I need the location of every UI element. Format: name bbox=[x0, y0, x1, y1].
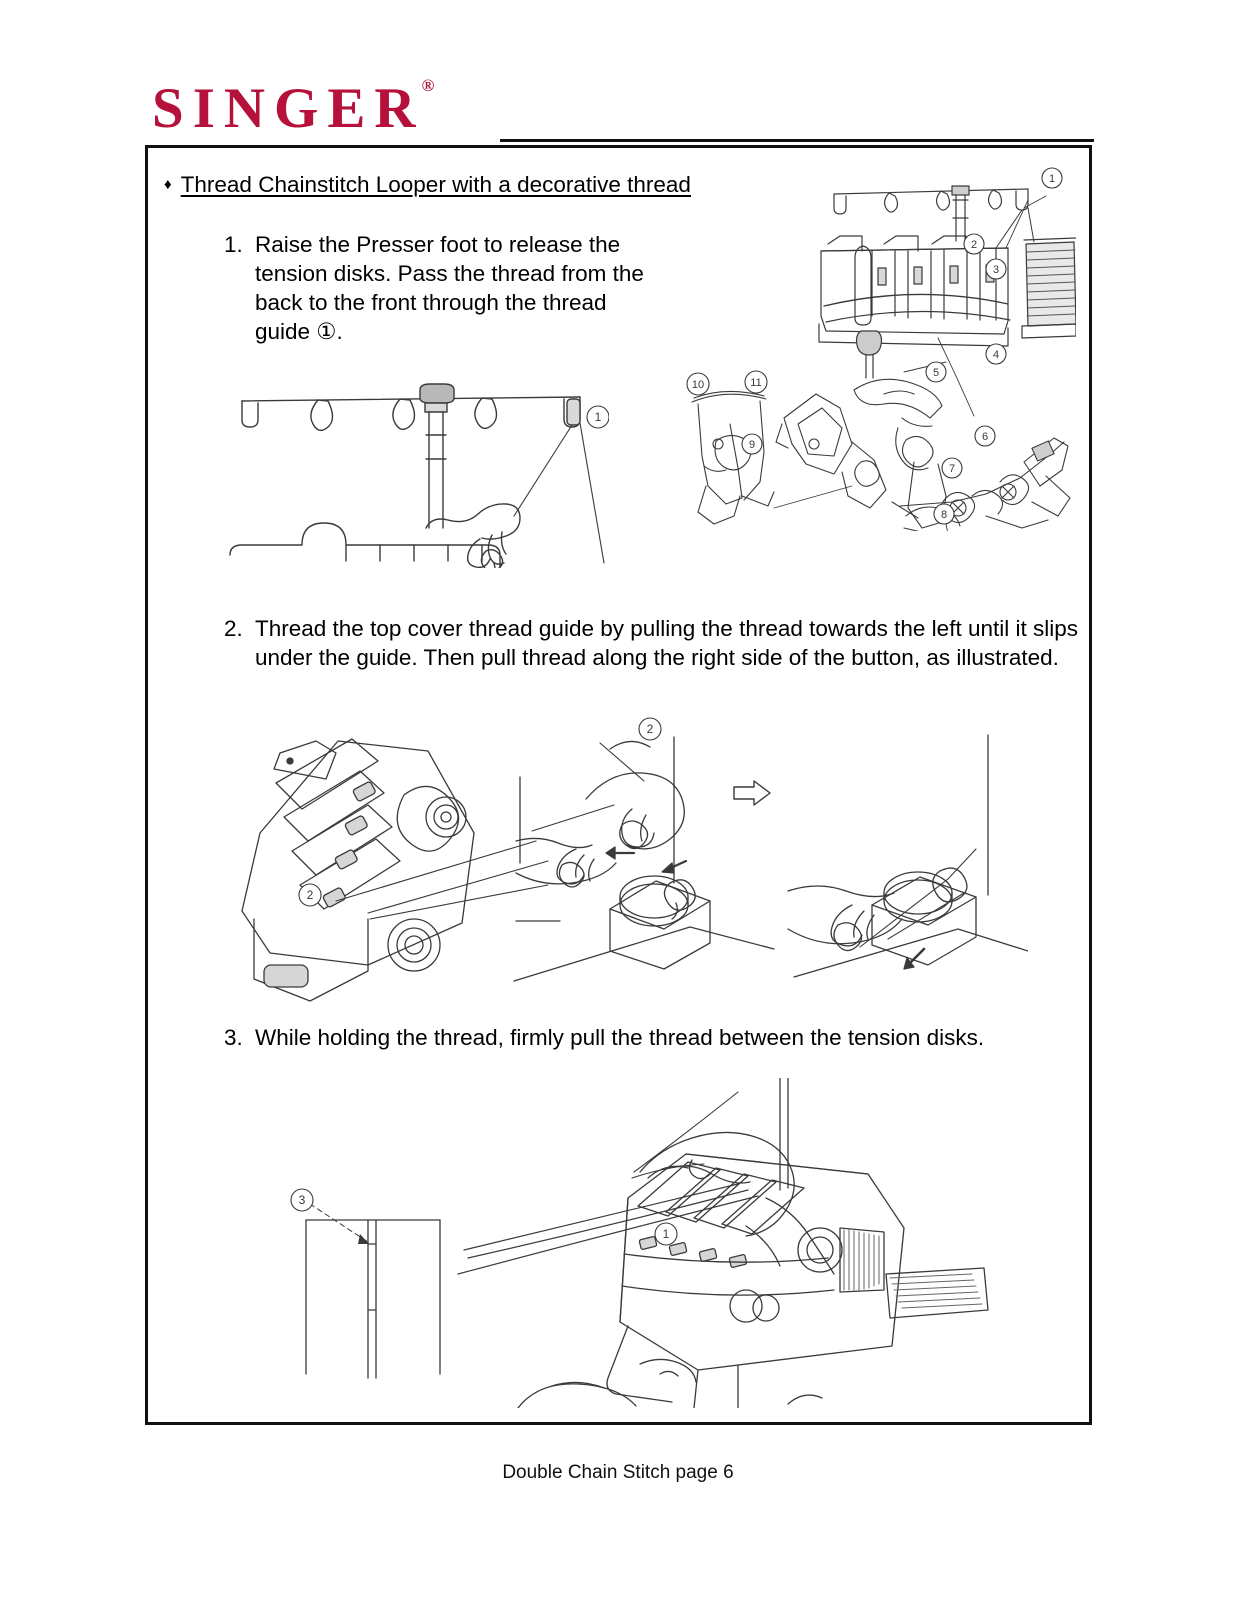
svg-text:1: 1 bbox=[662, 1227, 670, 1241]
svg-text:3: 3 bbox=[298, 1193, 306, 1207]
svg-text:1: 1 bbox=[1048, 173, 1056, 185]
svg-text:8: 8 bbox=[940, 509, 948, 521]
svg-text:1: 1 bbox=[594, 410, 602, 424]
step-2-text: Thread the top cover thread guide by pulling the thread towards the left until it slips under the guide. Then pull thread along the right side of the button, as illustrated. bbox=[255, 616, 1078, 670]
step-3 bbox=[224, 1023, 1104, 1052]
page-content-frame bbox=[145, 145, 1092, 1425]
svg-text:9: 9 bbox=[748, 439, 756, 451]
step-1 bbox=[224, 230, 654, 346]
figure-machine-threading bbox=[656, 156, 1076, 531]
page-footer bbox=[0, 1462, 1236, 1484]
svg-text:2: 2 bbox=[646, 722, 654, 736]
diamond-bullet-icon: ♦ bbox=[164, 176, 172, 193]
svg-text:7: 7 bbox=[948, 463, 956, 475]
svg-text:6: 6 bbox=[981, 431, 989, 443]
step-1-text: Raise the Presser foot to release the tension disks. Pass the thread from the back to the front through the thread guide ①. bbox=[255, 232, 644, 344]
step-3-text: While holding the thread, firmly pull the thread between the tension disks. bbox=[255, 1025, 985, 1050]
page-footer-text: Double Chain Stitch page 6 bbox=[502, 1462, 734, 1483]
section-heading bbox=[164, 170, 694, 200]
svg-text:2: 2 bbox=[970, 239, 978, 251]
figure-tension-disks bbox=[268, 1078, 1058, 1408]
section-heading-text: Thread Chainstitch Looper with a decorative thread bbox=[180, 172, 691, 197]
step-1-number: 1. bbox=[224, 232, 243, 257]
header-rule bbox=[500, 139, 1094, 142]
brand-header bbox=[0, 0, 1236, 150]
step-2-number: 2. bbox=[224, 616, 243, 641]
singer-logo bbox=[152, 76, 437, 140]
registered-trademark-mark: ® bbox=[421, 76, 435, 95]
svg-text:5: 5 bbox=[932, 367, 940, 379]
brand-wordmark: SINGER bbox=[152, 77, 425, 140]
svg-text:2: 2 bbox=[306, 888, 314, 902]
step-2 bbox=[224, 614, 1104, 672]
svg-text:11: 11 bbox=[750, 377, 762, 389]
svg-text:3: 3 bbox=[992, 264, 1000, 276]
svg-text:4: 4 bbox=[992, 349, 1000, 361]
step-3-number: 3. bbox=[224, 1025, 243, 1050]
figure-thread-guide-bar bbox=[224, 373, 609, 568]
figure-top-cover-guide bbox=[218, 713, 1028, 1013]
svg-text:10: 10 bbox=[691, 379, 705, 391]
